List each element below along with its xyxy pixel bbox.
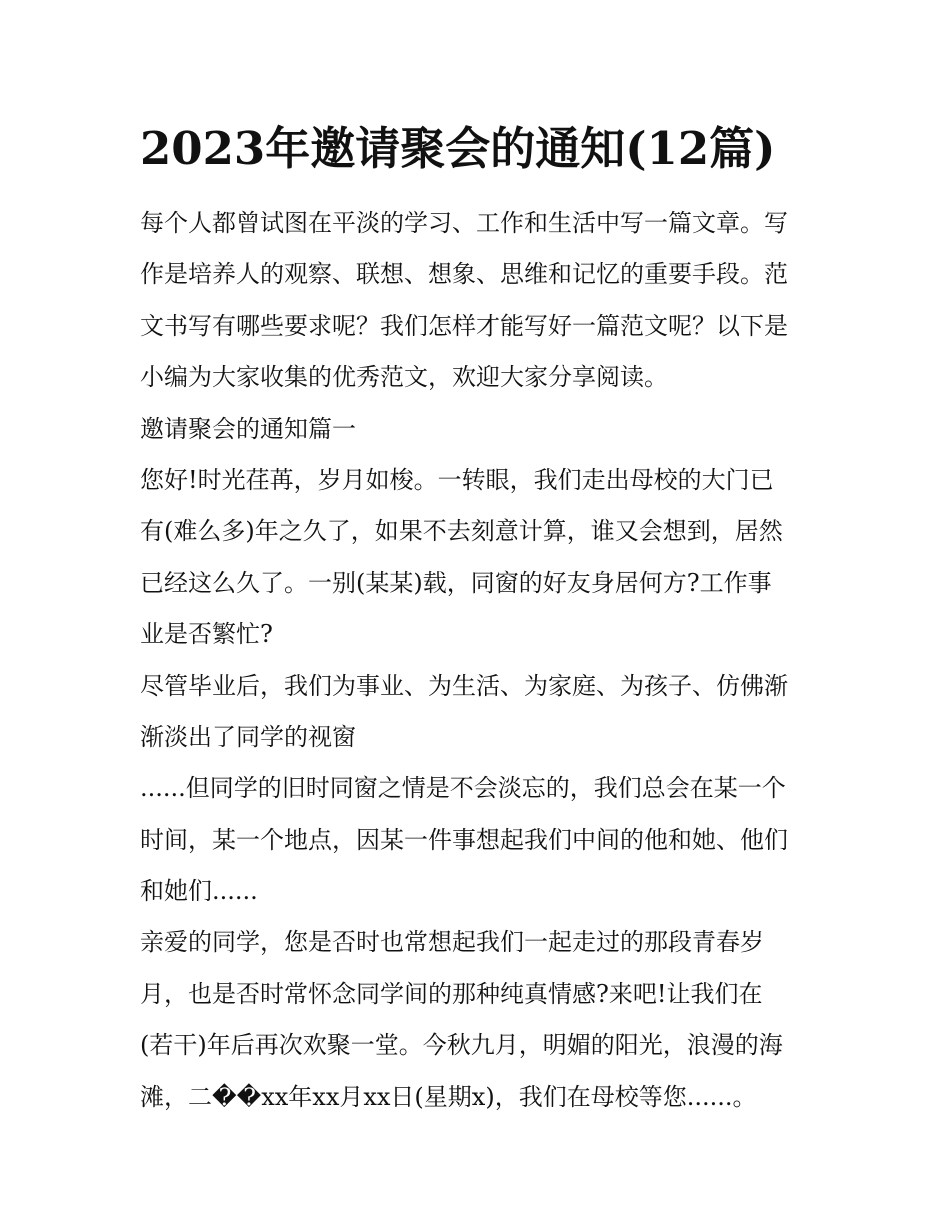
paragraph-line: 小编为大家收集的优秀范文，欢迎大家分享阅读。 (140, 363, 668, 392)
document-title: 2023年邀请聚会的通知(12篇) (140, 122, 776, 175)
paragraph-line: 已经这么久了。一别(某某)载，同窗的好友身居何方?工作事 (140, 568, 772, 597)
paragraph-line: 作是培养人的观察、联想、想象、思维和记忆的重要手段。范 (140, 260, 788, 289)
paragraph-line: 滩，二��xx年xx月xx日(星期x)，我们在母校等您......。 (140, 1082, 757, 1111)
paragraph-line: ......但同学的旧时同窗之情是不会淡忘的，我们总会在某一个 (140, 774, 786, 803)
paragraph-line: 文书写有哪些要求呢？我们怎样才能写好一篇范文呢？以下是 (140, 311, 788, 340)
document-body (140, 198, 820, 1123)
paragraph-line: (若干)年后再次欢聚一堂。今秋九月，明媚的阳光，浪漫的海 (140, 1031, 783, 1060)
paragraph-line: 业是否繁忙? (140, 620, 273, 649)
paragraph-line: 尽管毕业后，我们为事业、为生活、为家庭、为孩子、仿佛渐 (140, 671, 788, 700)
paragraph-line: 时间，某一个地点，因某一件事想起我们中间的他和她、他们 (140, 825, 788, 854)
paragraph-line: 月，也是否时常怀念同学间的那种纯真情感?来吧!让我们在 (140, 979, 763, 1008)
paragraph-line: 和她们...... (140, 877, 258, 906)
paragraph-line: 亲爱的同学，您是否时也常想起我们一起走过的那段青春岁 (140, 928, 764, 957)
paragraph-line: 每个人都曾试图在平淡的学习、工作和生活中写一篇文章。写 (140, 209, 788, 237)
paragraph-line: 渐淡出了同学的视窗 (140, 722, 356, 751)
paragraph-line: 您好!时光荏苒，岁月如梭。一转眼，我们走出母校的大门已 (140, 465, 774, 494)
paragraph-line: 有(难么多)年之久了，如果不去刻意计算，谁又会想到，居然 (140, 517, 783, 546)
section-heading: 邀请聚会的通知篇一 (140, 414, 356, 443)
